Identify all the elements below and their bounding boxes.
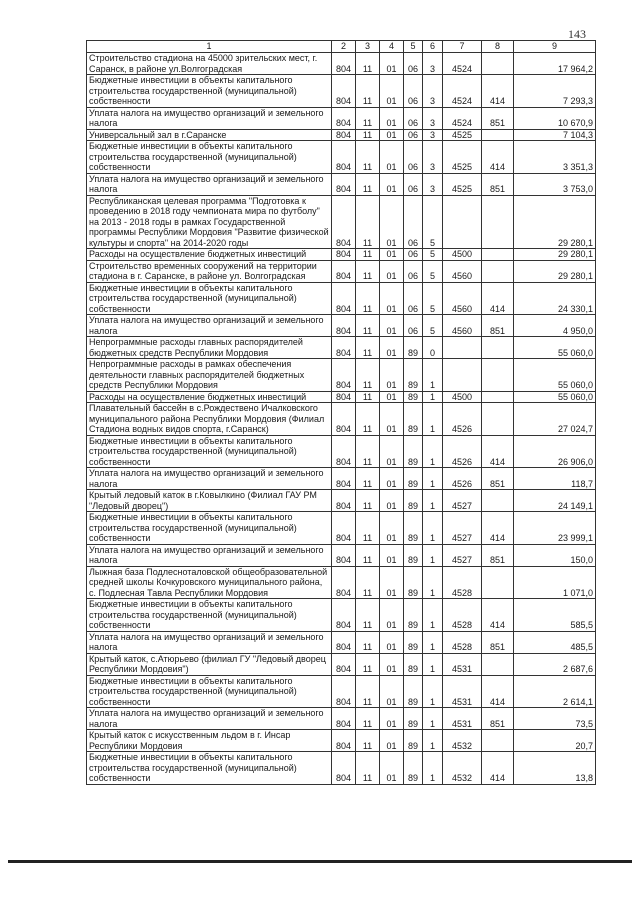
subsection-cell: 01	[380, 53, 404, 75]
subsection-cell: 01	[380, 675, 404, 708]
section-cell: 11	[356, 544, 380, 566]
subprogram-cell: 1	[423, 631, 443, 653]
target-article-cell: 4527	[443, 544, 482, 566]
section-cell: 11	[356, 490, 380, 512]
section-cell: 11	[356, 631, 380, 653]
amount-cell: 3 351,3	[514, 141, 596, 174]
table-row	[87, 730, 596, 752]
table-row	[87, 359, 596, 392]
expense-type-cell: 851	[482, 544, 514, 566]
target-article-cell: 4526	[443, 403, 482, 436]
program-cell: 89	[404, 544, 423, 566]
program-cell: 06	[404, 53, 423, 75]
table-row	[87, 631, 596, 653]
expense-type-cell: 414	[482, 435, 514, 468]
target-article-cell: 4531	[443, 675, 482, 708]
amount-cell: 585,5	[514, 599, 596, 632]
table-row	[87, 391, 596, 403]
admin-code-cell: 804	[332, 675, 356, 708]
section-cell: 11	[356, 566, 380, 599]
item-name-cell: Республиканская целевая программа "Подготовка к проведению в 2018 году чемпионата мира по футболу" на 2013 - 2018 годы в рамках Государственной программы Республики Мордовия "Развитие физической культуры и спорта" на 2014-2020 годы	[87, 195, 332, 249]
amount-cell: 73,5	[514, 708, 596, 730]
amount-cell: 4 950,0	[514, 315, 596, 337]
amount-cell: 24 330,1	[514, 282, 596, 315]
section-cell: 11	[356, 730, 380, 752]
item-name-cell: Строительство временных сооружений на территории стадиона в г. Саранске, в районе ул. Волгоградская	[87, 260, 332, 282]
page-number: 143	[568, 27, 586, 41]
program-cell: 89	[404, 675, 423, 708]
admin-code-cell: 804	[332, 141, 356, 174]
table-row	[87, 315, 596, 337]
page-bottom-rule	[8, 860, 632, 863]
target-article-cell: 4532	[443, 730, 482, 752]
expense-type-cell: 851	[482, 468, 514, 490]
amount-cell: 118,7	[514, 468, 596, 490]
admin-code-cell: 804	[332, 53, 356, 75]
target-article-cell: 4524	[443, 75, 482, 108]
amount-cell: 13,8	[514, 752, 596, 785]
subprogram-cell: 1	[423, 435, 443, 468]
item-name-cell: Крытый каток, с.Атюрьево (филиал ГУ "Ледовый дворец Республики Мордовия")	[87, 653, 332, 675]
expense-type-cell	[482, 260, 514, 282]
program-cell: 06	[404, 249, 423, 261]
target-article-cell: 4526	[443, 468, 482, 490]
amount-cell: 29 280,1	[514, 249, 596, 261]
admin-code-cell: 804	[332, 129, 356, 141]
item-name-cell: Уплата налога на имущество организаций и земельного налога	[87, 468, 332, 490]
expense-type-cell: 851	[482, 107, 514, 129]
expense-type-cell	[482, 249, 514, 261]
subprogram-cell: 1	[423, 359, 443, 392]
subprogram-cell: 1	[423, 468, 443, 490]
amount-cell: 20,7	[514, 730, 596, 752]
subsection-cell: 01	[380, 566, 404, 599]
target-article-cell: 4500	[443, 249, 482, 261]
item-name-cell: Расходы на осуществление бюджетных инвестиций	[87, 249, 332, 261]
subprogram-cell: 3	[423, 129, 443, 141]
expense-type-cell: 851	[482, 173, 514, 195]
expense-type-cell: 414	[482, 675, 514, 708]
amount-cell: 24 149,1	[514, 490, 596, 512]
target-article-cell: 4525	[443, 173, 482, 195]
admin-code-cell: 804	[332, 75, 356, 108]
table-row	[87, 675, 596, 708]
amount-cell: 17 964,2	[514, 53, 596, 75]
expense-type-cell	[482, 53, 514, 75]
section-cell: 11	[356, 675, 380, 708]
program-cell: 89	[404, 599, 423, 632]
target-article-cell: 4525	[443, 129, 482, 141]
table-row	[87, 107, 596, 129]
expense-type-cell	[482, 359, 514, 392]
table-row	[87, 53, 596, 75]
subprogram-cell: 1	[423, 599, 443, 632]
program-cell: 89	[404, 512, 423, 545]
table-row	[87, 129, 596, 141]
expense-type-cell: 851	[482, 315, 514, 337]
target-article-cell: 4532	[443, 752, 482, 785]
target-article-cell: 4560	[443, 315, 482, 337]
item-name-cell: Строительство стадиона на 45000 зрительских мест, г. Саранск, в районе ул.Волгоградская	[87, 53, 332, 75]
amount-cell: 7 104,3	[514, 129, 596, 141]
amount-cell: 485,5	[514, 631, 596, 653]
section-cell: 11	[356, 403, 380, 436]
target-article-cell: 4531	[443, 708, 482, 730]
subsection-cell: 01	[380, 544, 404, 566]
item-name-cell: Уплата налога на имущество организаций и земельного налога	[87, 631, 332, 653]
amount-cell: 29 280,1	[514, 195, 596, 249]
table-row	[87, 435, 596, 468]
item-name-cell: Уплата налога на имущество организаций и земельного налога	[87, 708, 332, 730]
subprogram-cell: 3	[423, 53, 443, 75]
admin-code-cell: 804	[332, 544, 356, 566]
target-article-cell	[443, 337, 482, 359]
section-cell: 11	[356, 260, 380, 282]
section-cell: 11	[356, 468, 380, 490]
expense-type-cell: 414	[482, 599, 514, 632]
item-name-cell: Крытый каток с искусственным льдом в г. Инсар Республики Мордовия	[87, 730, 332, 752]
subsection-cell: 01	[380, 141, 404, 174]
target-article-cell: 4525	[443, 141, 482, 174]
subprogram-cell: 3	[423, 141, 443, 174]
header-cell: 7	[443, 41, 482, 53]
subsection-cell: 01	[380, 107, 404, 129]
subsection-cell: 01	[380, 631, 404, 653]
section-cell: 11	[356, 337, 380, 359]
subsection-cell: 01	[380, 260, 404, 282]
admin-code-cell: 804	[332, 752, 356, 785]
table-row	[87, 260, 596, 282]
table-row	[87, 468, 596, 490]
item-name-cell: Крытый ледовый каток в г.Ковылкино (Филиал ГАУ РМ "Ледовый дворец")	[87, 490, 332, 512]
amount-cell: 2 614,1	[514, 675, 596, 708]
table-row	[87, 249, 596, 261]
table-row	[87, 282, 596, 315]
subprogram-cell: 0	[423, 337, 443, 359]
target-article-cell: 4560	[443, 282, 482, 315]
admin-code-cell: 804	[332, 173, 356, 195]
subprogram-cell: 5	[423, 282, 443, 315]
table-row	[87, 490, 596, 512]
header-cell: 6	[423, 41, 443, 53]
table-row	[87, 75, 596, 108]
subsection-cell: 01	[380, 249, 404, 261]
admin-code-cell: 804	[332, 403, 356, 436]
admin-code-cell: 804	[332, 490, 356, 512]
program-cell: 06	[404, 107, 423, 129]
program-cell: 06	[404, 173, 423, 195]
item-name-cell: Уплата налога на имущество организаций и земельного налога	[87, 544, 332, 566]
budget-table	[86, 40, 596, 785]
program-cell: 89	[404, 752, 423, 785]
item-name-cell: Бюджетные инвестиции в объекты капитального строительства государственной (муниципальной) собственности	[87, 675, 332, 708]
target-article-cell	[443, 195, 482, 249]
expense-type-cell	[482, 391, 514, 403]
subprogram-cell: 1	[423, 752, 443, 785]
program-cell: 06	[404, 260, 423, 282]
item-name-cell: Лыжная база Подлесноталовской общеобразовательной средней школы Кочкуровского муниципального района, с. Подлесная Тавла Республики Мордовия	[87, 566, 332, 599]
program-cell: 06	[404, 315, 423, 337]
amount-cell: 2 687,6	[514, 653, 596, 675]
expense-type-cell	[482, 566, 514, 599]
section-cell: 11	[356, 141, 380, 174]
target-article-cell: 4560	[443, 260, 482, 282]
subprogram-cell: 1	[423, 653, 443, 675]
section-cell: 11	[356, 129, 380, 141]
program-cell: 89	[404, 566, 423, 599]
subprogram-cell: 3	[423, 173, 443, 195]
admin-code-cell: 804	[332, 337, 356, 359]
subprogram-cell: 5	[423, 315, 443, 337]
admin-code-cell: 804	[332, 512, 356, 545]
subprogram-cell: 5	[423, 195, 443, 249]
program-cell: 89	[404, 653, 423, 675]
header-cell: 9	[514, 41, 596, 53]
section-cell: 11	[356, 391, 380, 403]
item-name-cell: Бюджетные инвестиции в объекты капитального строительства государственной (муниципальной) собственности	[87, 512, 332, 545]
program-cell: 89	[404, 631, 423, 653]
target-article-cell: 4500	[443, 391, 482, 403]
program-cell: 89	[404, 403, 423, 436]
amount-cell: 55 060,0	[514, 391, 596, 403]
section-cell: 11	[356, 107, 380, 129]
subsection-cell: 01	[380, 337, 404, 359]
target-article-cell: 4527	[443, 512, 482, 545]
admin-code-cell: 804	[332, 599, 356, 632]
item-name-cell: Бюджетные инвестиции в объекты капитального строительства государственной (муниципальной) собственности	[87, 282, 332, 315]
subsection-cell: 01	[380, 512, 404, 545]
expense-type-cell	[482, 337, 514, 359]
section-cell: 11	[356, 435, 380, 468]
subsection-cell: 01	[380, 129, 404, 141]
program-cell: 06	[404, 282, 423, 315]
item-name-cell: Бюджетные инвестиции в объекты капитального строительства государственной (муниципальной) собственности	[87, 75, 332, 108]
subsection-cell: 01	[380, 653, 404, 675]
target-article-cell: 4524	[443, 53, 482, 75]
subsection-cell: 01	[380, 75, 404, 108]
section-cell: 11	[356, 752, 380, 785]
subprogram-cell: 1	[423, 730, 443, 752]
amount-cell: 1 071,0	[514, 566, 596, 599]
target-article-cell: 4528	[443, 599, 482, 632]
subprogram-cell: 1	[423, 675, 443, 708]
header-row	[87, 41, 596, 53]
admin-code-cell: 804	[332, 260, 356, 282]
section-cell: 11	[356, 53, 380, 75]
subsection-cell: 01	[380, 435, 404, 468]
table-row	[87, 653, 596, 675]
header-cell: 2	[332, 41, 356, 53]
section-cell: 11	[356, 315, 380, 337]
target-article-cell: 4524	[443, 107, 482, 129]
item-name-cell: Расходы на осуществление бюджетных инвестиций	[87, 391, 332, 403]
expense-type-cell	[482, 653, 514, 675]
amount-cell: 29 280,1	[514, 260, 596, 282]
amount-cell: 27 024,7	[514, 403, 596, 436]
item-name-cell: Бюджетные инвестиции в объекты капитального строительства государственной (муниципальной) собственности	[87, 141, 332, 174]
admin-code-cell: 804	[332, 107, 356, 129]
target-article-cell: 4526	[443, 435, 482, 468]
target-article-cell: 4528	[443, 631, 482, 653]
admin-code-cell: 804	[332, 653, 356, 675]
subprogram-cell: 1	[423, 512, 443, 545]
header-cell: 8	[482, 41, 514, 53]
program-cell: 89	[404, 708, 423, 730]
subprogram-cell: 5	[423, 249, 443, 261]
table-row	[87, 141, 596, 174]
table-row	[87, 708, 596, 730]
table-row	[87, 195, 596, 249]
table-row	[87, 566, 596, 599]
header-cell: 4	[380, 41, 404, 53]
section-cell: 11	[356, 599, 380, 632]
header-cell: 1	[87, 41, 332, 53]
section-cell: 11	[356, 359, 380, 392]
section-cell: 11	[356, 75, 380, 108]
expense-type-cell	[482, 403, 514, 436]
admin-code-cell: 804	[332, 435, 356, 468]
program-cell: 89	[404, 391, 423, 403]
admin-code-cell: 804	[332, 282, 356, 315]
section-cell: 11	[356, 173, 380, 195]
target-article-cell: 4531	[443, 653, 482, 675]
subsection-cell: 01	[380, 403, 404, 436]
program-cell: 89	[404, 730, 423, 752]
item-name-cell: Уплата налога на имущество организаций и земельного налога	[87, 173, 332, 195]
expense-type-cell: 414	[482, 282, 514, 315]
expense-type-cell	[482, 195, 514, 249]
subprogram-cell: 1	[423, 490, 443, 512]
item-name-cell: Уплата налога на имущество организаций и земельного налога	[87, 107, 332, 129]
admin-code-cell: 804	[332, 391, 356, 403]
subprogram-cell: 5	[423, 260, 443, 282]
subprogram-cell: 3	[423, 75, 443, 108]
subprogram-cell: 1	[423, 566, 443, 599]
amount-cell: 26 906,0	[514, 435, 596, 468]
table-row	[87, 403, 596, 436]
target-article-cell	[443, 359, 482, 392]
expense-type-cell: 414	[482, 752, 514, 785]
table-row	[87, 599, 596, 632]
item-name-cell: Непрограммные расходы главных распорядителей бюджетных средств Республики Мордовия	[87, 337, 332, 359]
amount-cell: 3 753,0	[514, 173, 596, 195]
subsection-cell: 01	[380, 490, 404, 512]
admin-code-cell: 804	[332, 359, 356, 392]
amount-cell: 55 060,0	[514, 337, 596, 359]
expense-type-cell: 414	[482, 75, 514, 108]
item-name-cell: Универсальный зал в г.Саранске	[87, 129, 332, 141]
program-cell: 06	[404, 195, 423, 249]
amount-cell: 150,0	[514, 544, 596, 566]
amount-cell: 23 999,1	[514, 512, 596, 545]
section-cell: 11	[356, 249, 380, 261]
program-cell: 89	[404, 490, 423, 512]
subsection-cell: 01	[380, 708, 404, 730]
program-cell: 89	[404, 359, 423, 392]
amount-cell: 7 293,3	[514, 75, 596, 108]
item-name-cell: Непрограммные расходы в рамках обеспечения деятельности главных распорядителей бюджетных средств Республики Мордовия	[87, 359, 332, 392]
item-name-cell: Уплата налога на имущество организаций и земельного налога	[87, 315, 332, 337]
item-name-cell: Бюджетные инвестиции в объекты капитального строительства государственной (муниципальной) собственности	[87, 599, 332, 632]
amount-cell: 55 060,0	[514, 359, 596, 392]
admin-code-cell: 804	[332, 315, 356, 337]
header-cell: 5	[404, 41, 423, 53]
expense-type-cell	[482, 129, 514, 141]
section-cell: 11	[356, 195, 380, 249]
program-cell: 89	[404, 468, 423, 490]
subsection-cell: 01	[380, 195, 404, 249]
subprogram-cell: 3	[423, 107, 443, 129]
target-article-cell: 4528	[443, 566, 482, 599]
admin-code-cell: 804	[332, 468, 356, 490]
admin-code-cell: 804	[332, 249, 356, 261]
table-row	[87, 512, 596, 545]
admin-code-cell: 804	[332, 566, 356, 599]
expense-type-cell	[482, 490, 514, 512]
expense-type-cell: 414	[482, 512, 514, 545]
table-row	[87, 544, 596, 566]
table-row	[87, 337, 596, 359]
subprogram-cell: 1	[423, 544, 443, 566]
admin-code-cell: 804	[332, 730, 356, 752]
subsection-cell: 01	[380, 282, 404, 315]
subsection-cell: 01	[380, 359, 404, 392]
section-cell: 11	[356, 282, 380, 315]
subsection-cell: 01	[380, 173, 404, 195]
admin-code-cell: 804	[332, 631, 356, 653]
subsection-cell: 01	[380, 468, 404, 490]
item-name-cell: Плавательный бассейн в с.Рождествено Ичалковского муниципального района Республики Мордовия (Филиал Стадиона водных видов спорта, г.Саранск)	[87, 403, 332, 436]
subsection-cell: 01	[380, 599, 404, 632]
section-cell: 11	[356, 512, 380, 545]
expense-type-cell	[482, 730, 514, 752]
expense-type-cell: 851	[482, 708, 514, 730]
subprogram-cell: 1	[423, 708, 443, 730]
expense-type-cell: 851	[482, 631, 514, 653]
table-row	[87, 752, 596, 785]
item-name-cell: Бюджетные инвестиции в объекты капитального строительства государственной (муниципальной) собственности	[87, 752, 332, 785]
subsection-cell: 01	[380, 391, 404, 403]
item-name-cell: Бюджетные инвестиции в объекты капитального строительства государственной (муниципальной) собственности	[87, 435, 332, 468]
subsection-cell: 01	[380, 730, 404, 752]
header-cell: 3	[356, 41, 380, 53]
program-cell: 06	[404, 129, 423, 141]
expense-type-cell: 414	[482, 141, 514, 174]
program-cell: 89	[404, 435, 423, 468]
table-row	[87, 173, 596, 195]
program-cell: 06	[404, 75, 423, 108]
subsection-cell: 01	[380, 315, 404, 337]
admin-code-cell: 804	[332, 195, 356, 249]
section-cell: 11	[356, 653, 380, 675]
section-cell: 11	[356, 708, 380, 730]
subprogram-cell: 1	[423, 391, 443, 403]
subprogram-cell: 1	[423, 403, 443, 436]
program-cell: 89	[404, 337, 423, 359]
subsection-cell: 01	[380, 752, 404, 785]
program-cell: 06	[404, 141, 423, 174]
target-article-cell: 4527	[443, 490, 482, 512]
amount-cell: 10 670,9	[514, 107, 596, 129]
admin-code-cell: 804	[332, 708, 356, 730]
